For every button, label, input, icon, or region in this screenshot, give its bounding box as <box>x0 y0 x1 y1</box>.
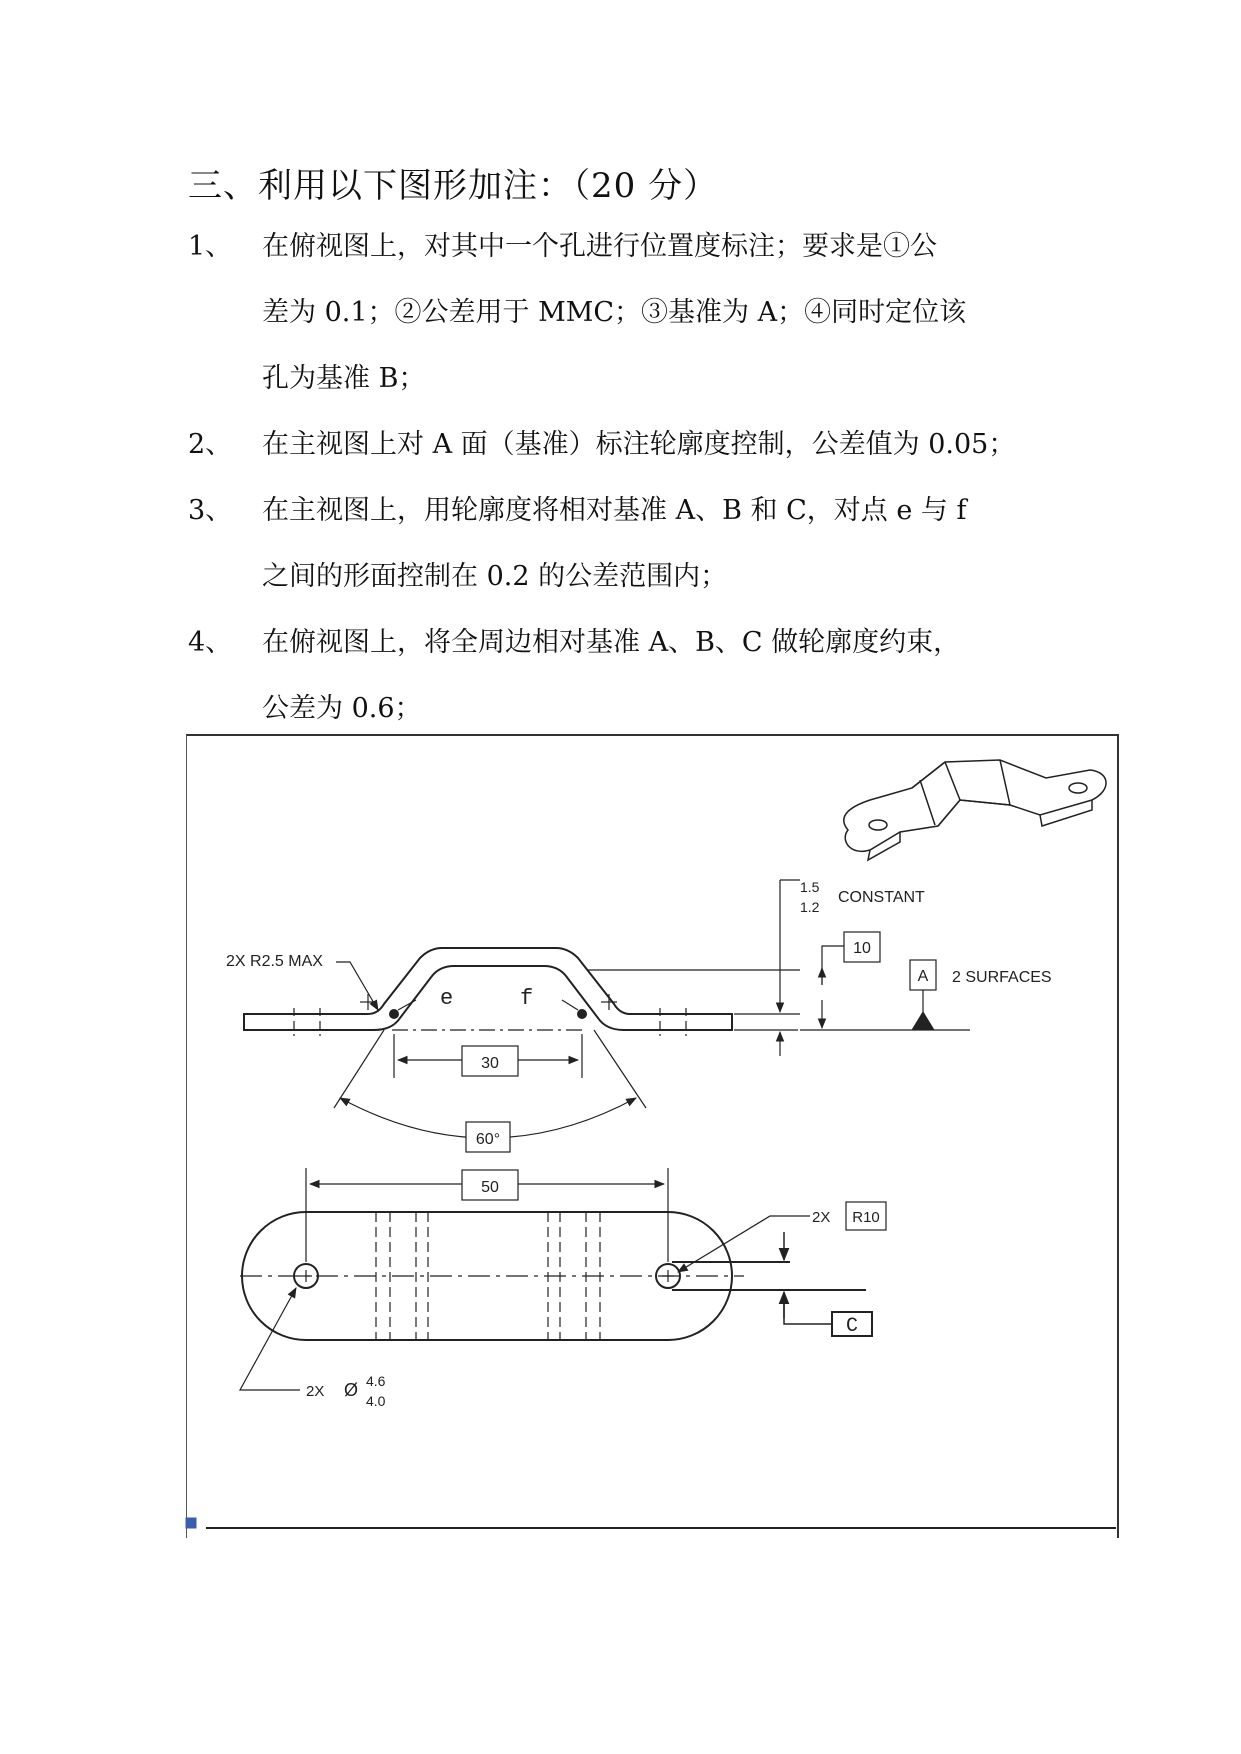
hole-min: 4.0 <box>366 1393 386 1409</box>
isometric-view <box>844 760 1106 860</box>
question-number: 2、 <box>188 429 233 460</box>
question-line: 在主视图上对 A 面（基准）标注轮廓度控制，公差值为 0.05； <box>262 429 1016 460</box>
top-view <box>240 1168 886 1390</box>
hole-symbol: Ø <box>344 1380 359 1400</box>
point-f-label: f <box>520 986 534 1011</box>
question-line: 在俯视图上，对其中一个孔进行位置度标注；要求是①公 <box>262 231 937 262</box>
question-line: 差为 0.1；②公差用于 MMC；③基准为 A；④同时定位该 <box>262 297 967 328</box>
hole-max: 4.6 <box>366 1373 386 1389</box>
question-number: 3、 <box>188 495 233 526</box>
dim-10: 10 <box>853 940 871 957</box>
hole-count: 2X <box>306 1383 325 1400</box>
radius-value: R10 <box>852 1209 880 1226</box>
radius-note: 2X R2.5 MAX <box>226 953 323 970</box>
dim-30: 30 <box>481 1055 499 1072</box>
datum-c-label: C <box>845 1315 859 1338</box>
question-line: 在俯视图上，将全周边相对基准 A、B、C 做轮廓度约束， <box>262 627 961 658</box>
thickness-min: 1.2 <box>800 899 820 915</box>
radius-count: 2X <box>812 1209 831 1226</box>
datum-a-label: A <box>917 968 929 985</box>
question-line: 孔为基准 B； <box>262 363 426 394</box>
datum-a-note: 2 SURFACES <box>952 969 1052 986</box>
thickness-max: 1.5 <box>800 879 820 895</box>
dim-50: 50 <box>481 1179 499 1196</box>
question-line: 在主视图上，用轮廓度将相对基准 A、B 和 C，对点 e 与 f <box>262 495 967 526</box>
point-e-label: e <box>440 986 454 1011</box>
question-number: 1、 <box>188 231 233 262</box>
section-title: 三、利用以下图形加注：（20 分） <box>188 166 719 206</box>
thickness-note: CONSTANT <box>838 889 925 906</box>
dim-60: 60° <box>475 1131 501 1148</box>
question-line: 之间的形面控制在 0.2 的公差范围内； <box>262 561 728 592</box>
question-line: 公差为 0.6； <box>262 693 422 724</box>
front-view <box>244 880 970 1152</box>
question-number: 4、 <box>188 627 233 658</box>
